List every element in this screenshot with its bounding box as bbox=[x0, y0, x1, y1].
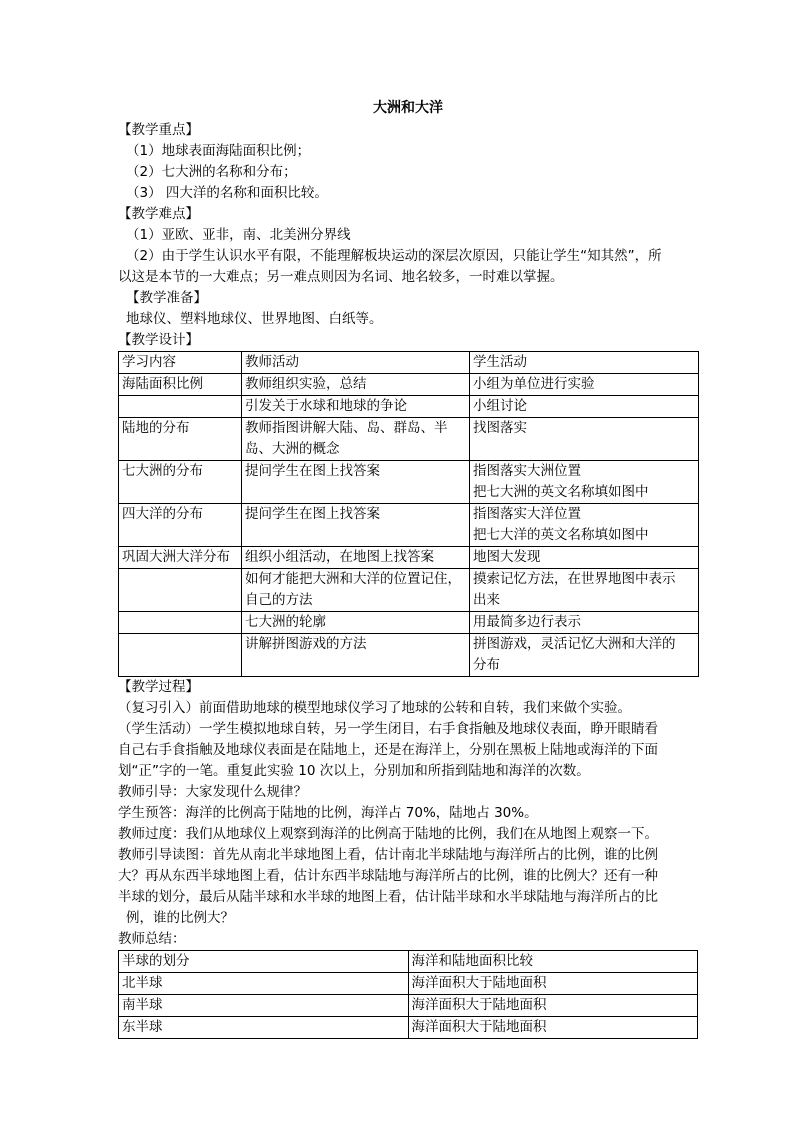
table-header-row bbox=[119, 951, 698, 973]
table-header: 学生活动 bbox=[470, 352, 699, 374]
cell-content: 四大洋的分布 bbox=[119, 504, 242, 547]
cell-content bbox=[119, 396, 242, 418]
cell-comparison: 海洋面积大于陆地面积 bbox=[408, 995, 698, 1017]
table-row bbox=[119, 1017, 698, 1039]
table-header: 学习内容 bbox=[119, 352, 242, 374]
cell-teacher: 提问学生在图上找答案 bbox=[242, 461, 470, 504]
table-row bbox=[119, 634, 699, 677]
cell-student: 找图落实 bbox=[470, 418, 699, 461]
process-heading: 【教学过程】 bbox=[118, 679, 199, 695]
difficulty-heading: 【教学难点】 bbox=[118, 206, 199, 222]
table-row bbox=[119, 504, 699, 547]
cell-teacher: 七大洲的轮廓 bbox=[242, 612, 470, 634]
table-header-row bbox=[119, 352, 699, 374]
difficulty-item: （1）亚欧、亚非，南、北美洲分界线 bbox=[126, 227, 351, 243]
process-line: 划“正”字的一笔。重复此实验 10 次以上，分别加和所指到陆地和海洋的次数。 bbox=[118, 763, 590, 779]
process-line: 教师过度：我们从地球仪上观察到海洋的比例高于陆地的比例，我们在从地图上观察一下。 bbox=[118, 826, 658, 842]
process-line: 学生预答：海洋的比例高于陆地的比例，海洋占 70%，陆地占 30%。 bbox=[118, 805, 538, 821]
table-header: 半球的划分 bbox=[119, 951, 409, 973]
page-title: 大洲和大洋 bbox=[373, 100, 443, 116]
table-row bbox=[119, 396, 699, 418]
cell-student: 指图落实大洲位置 把七大洲的英文名称填如图中 bbox=[470, 461, 699, 504]
cell-hemisphere: 北半球 bbox=[119, 973, 409, 995]
cell-teacher: 引发关于水球和地球的争论 bbox=[242, 396, 470, 418]
process-line: 例，谁的比例大？ bbox=[126, 910, 234, 926]
focus-item: （1）地球表面海陆面积比例； bbox=[126, 143, 311, 159]
prep-text: 地球仪、塑料地球仪、世界地图、白纸等。 bbox=[126, 311, 383, 327]
table-row bbox=[119, 374, 699, 396]
table-header: 海洋和陆地面积比较 bbox=[408, 951, 698, 973]
cell-teacher: 如何才能把大洲和大洋的位置记住， 自己的方法 bbox=[242, 569, 470, 612]
cell-teacher: 教师指图讲解大陆、岛、群岛、半 岛、大洲的概念 bbox=[242, 418, 470, 461]
process-line: 大？再从东西半球地图上看，估计东西半球陆地与海洋所占的比例，谁的比例大？还有一种 bbox=[118, 868, 658, 884]
process-line: 自己右手食指触及地球仪表面是在陆地上，还是在海洋上，分别在黑板上陆地或海洋的下面 bbox=[118, 742, 658, 758]
cell-content: 陆地的分布 bbox=[119, 418, 242, 461]
table-header: 教师活动 bbox=[242, 352, 470, 374]
cell-teacher: 教师组织实验，总结 bbox=[242, 374, 470, 396]
cell-content: 巩固大洲大洋分布 bbox=[119, 547, 242, 569]
process-line: 教师引导：大家发现什么规律？ bbox=[118, 784, 307, 800]
cell-student: 拼图游戏，灵活记忆大洲和大洋的 分布 bbox=[470, 634, 699, 677]
cell-student: 用最简多边行表示 bbox=[470, 612, 699, 634]
table-row bbox=[119, 995, 698, 1017]
table-row bbox=[119, 973, 698, 995]
cell-hemisphere: 东半球 bbox=[119, 1017, 409, 1039]
cell-teacher: 讲解拼图游戏的方法 bbox=[242, 634, 470, 677]
cell-comparison: 海洋面积大于陆地面积 bbox=[408, 1017, 698, 1039]
table-row bbox=[119, 547, 699, 569]
table-row bbox=[119, 461, 699, 504]
table-row bbox=[119, 418, 699, 461]
prep-heading: 【教学准备】 bbox=[126, 290, 207, 306]
cell-content bbox=[119, 612, 242, 634]
cell-student: 小组为单位进行实验 bbox=[470, 374, 699, 396]
cell-comparison: 海洋面积大于陆地面积 bbox=[408, 973, 698, 995]
cell-teacher: 组织小组活动，在地图上找答案 bbox=[242, 547, 470, 569]
process-line: 半球的划分，最后从陆半球和水半球的地图上看，估计陆半球和水半球陆地与海洋所占的比 bbox=[118, 889, 658, 905]
design-table bbox=[118, 351, 699, 677]
focus-item: （3） 四大洋的名称和面积比较。 bbox=[126, 185, 328, 201]
cell-content bbox=[119, 634, 242, 677]
table-row bbox=[119, 569, 699, 612]
design-heading: 【教学设计】 bbox=[118, 332, 199, 348]
process-line: 教师引导读图：首先从南北半球地图上看，估计南北半球陆地与海洋所占的比例，谁的比例 bbox=[118, 847, 658, 863]
cell-student: 地图大发现 bbox=[470, 547, 699, 569]
cell-student: 指图落实大洋位置 把七大洋的英文名称填如图中 bbox=[470, 504, 699, 547]
document-page bbox=[118, 98, 698, 1039]
cell-content: 海陆面积比例 bbox=[119, 374, 242, 396]
focus-item: （2）七大洲的名称和分布； bbox=[126, 164, 297, 180]
cell-teacher: 提问学生在图上找答案 bbox=[242, 504, 470, 547]
process-line: 教师总结： bbox=[118, 931, 186, 947]
focus-heading: 【教学重点】 bbox=[118, 122, 199, 138]
cell-content: 七大洲的分布 bbox=[119, 461, 242, 504]
table-row bbox=[119, 612, 699, 634]
process-line: （复习引入）前面借助地球的模型地球仪学习了地球的公转和自转，我们来做个实验。 bbox=[118, 700, 631, 716]
summary-table bbox=[118, 950, 698, 1039]
difficulty-item-continued: 以这是本节的一大难点；另一难点则因为名词、地名较多，一时难以掌握。 bbox=[118, 269, 564, 285]
process-line: （学生活动）一学生模拟地球自转，另一学生闭目，右手食指触及地球仪表面，睁开眼睛看 bbox=[118, 721, 658, 737]
cell-content bbox=[119, 569, 242, 612]
cell-student: 摸索记忆方法，在世界地图中表示 出来 bbox=[470, 569, 699, 612]
cell-hemisphere: 南半球 bbox=[119, 995, 409, 1017]
difficulty-item: （2）由于学生认识水平有限，不能理解板块运动的深层次原因，只能让学生“知其然”，所 bbox=[126, 248, 662, 264]
cell-student: 小组讨论 bbox=[470, 396, 699, 418]
